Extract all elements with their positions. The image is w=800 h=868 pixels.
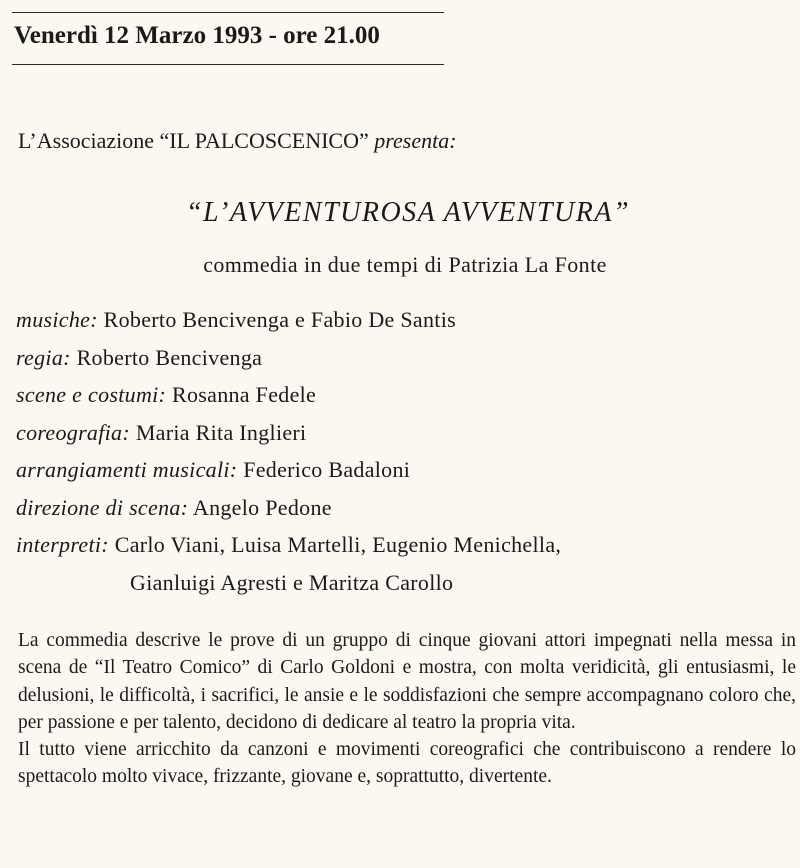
credit-row-music [16, 304, 796, 342]
credit-row-direction [16, 342, 796, 380]
credit-role: musiche: [16, 307, 98, 332]
credit-role: scene e costumi: [16, 382, 167, 407]
description-paragraph: La commedia descrive le prove di un gruppo di cinque giovani attori impegnati nella messa in scena de “Il Teatro Comico” di Carlo Goldoni e mostra, con molta veridicità, gli entusiasmi, le delusioni, le difficoltà, i sacrifici, le ansie e le soddisfazioni che sempre accompagnano coloro che, per passione e per talento, decidono di dedicare al teatro la propria vita. [18, 630, 796, 733]
description-paragraph: Il tutto viene arricchito da canzoni e movimenti coreografici che contribuiscono a rendere lo spettacolo molto vivace, frizzante, giovane e, soprattutto, divertente. [18, 739, 796, 788]
credit-role: regia: [16, 344, 71, 370]
event-date-time: Venerdì 12 Marzo 1993 - ore 21.00 [14, 22, 380, 49]
play-title: “L’AVVENTUROSA AVVENTURA” [185, 197, 631, 228]
presenter-name: L’Associazione “IL PALCOSCENICO” [18, 128, 369, 153]
credit-role: arrangiamenti musicali: [16, 457, 238, 482]
credit-names: Maria Rita Inglieri [135, 419, 307, 445]
play-subtitle: commedia in due tempi di Patrizia La Fonte [203, 252, 607, 277]
credit-row-choreography [16, 417, 796, 455]
credit-names: Roberto Bencivenga [76, 344, 263, 370]
credit-role: interpreti: [16, 532, 109, 557]
presenter-verb: presenta: [374, 128, 457, 153]
credit-names: Federico Badaloni [243, 457, 411, 482]
credit-row-sets-costumes [16, 379, 796, 417]
play-description [18, 627, 796, 791]
credit-row-cast-continued: Gianluigi Agresti e Maritza Carollo [130, 569, 454, 595]
credit-names: Roberto Bencivenga e Fabio De Santis [103, 307, 456, 332]
top-rule [12, 12, 444, 13]
credit-names: Angelo Pedone [192, 494, 332, 520]
credit-role: coreografia: [16, 419, 130, 445]
presenter-line [18, 128, 457, 154]
credit-row-stage-manager [16, 492, 796, 530]
credit-row-arrangements [16, 454, 796, 492]
credit-names: Carlo Viani, Luisa Martelli, Eugenio Menichella, [114, 532, 562, 557]
bottom-rule [12, 64, 444, 65]
credit-row-cast [16, 529, 796, 567]
credits-list [16, 304, 796, 604]
credit-names: Rosanna Fedele [172, 382, 317, 407]
credit-role: direzione di scena: [16, 494, 189, 520]
